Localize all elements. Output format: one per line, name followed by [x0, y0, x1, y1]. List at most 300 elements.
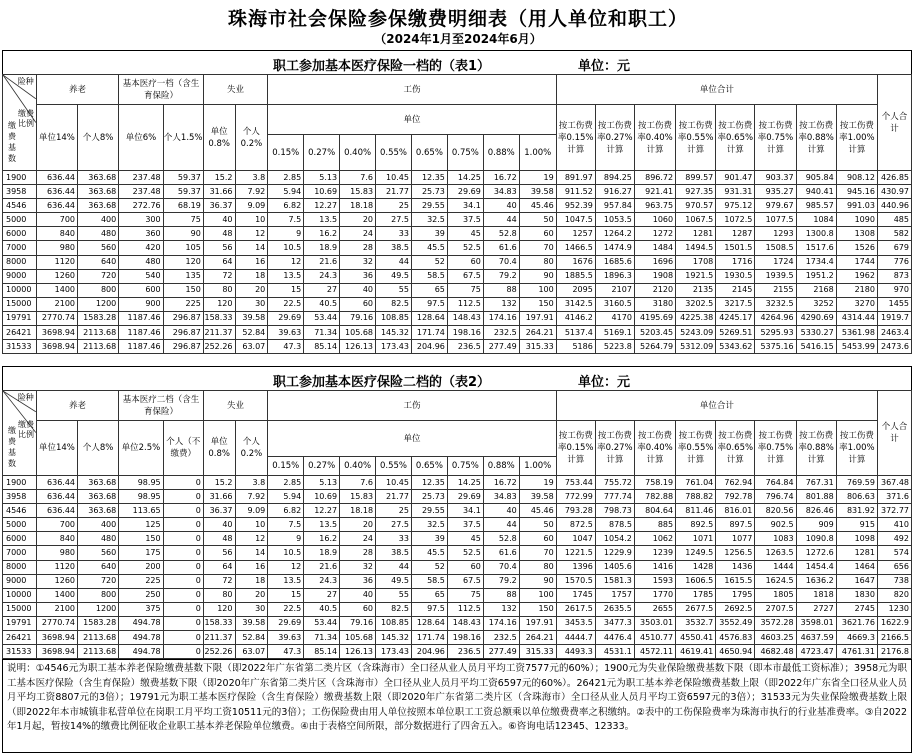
- base-cell: 15000: [3, 297, 37, 311]
- table-cell: 4603.25: [755, 631, 796, 645]
- table1-injury-unit-header: 单位: [268, 105, 556, 135]
- table-cell: 12.27: [304, 504, 340, 518]
- table-cell: 29.69: [447, 490, 483, 504]
- table-cell: 32: [340, 255, 376, 269]
- table-cell: 112.5: [447, 297, 483, 311]
- table-cell: 1885.5: [556, 269, 595, 283]
- table-cell: 980: [36, 241, 77, 255]
- table-cell: 13.5: [268, 574, 304, 588]
- table-cell: 18.9: [304, 546, 340, 560]
- table-cell: 1908: [634, 269, 675, 283]
- table-row: [3, 574, 912, 588]
- table-cell: 1187.46: [119, 311, 163, 325]
- table-cell: 22.5: [268, 602, 304, 616]
- table1: [2, 74, 912, 354]
- table-cell: 980: [36, 546, 77, 560]
- table-cell: 25: [376, 199, 412, 213]
- table-cell: 363.68: [78, 171, 119, 185]
- table-cell: 3698.94: [36, 631, 77, 645]
- table-cell: 70: [519, 546, 556, 560]
- table-cell: 3572.28: [755, 616, 796, 630]
- table-cell: 60: [447, 255, 483, 269]
- table-cell: 1239: [634, 546, 675, 560]
- table-cell: 899.57: [676, 171, 716, 185]
- table-cell: 1951.2: [796, 269, 836, 283]
- table2-total-col-7: 按工伤费率1.00%计算: [836, 421, 877, 476]
- table-cell: 18: [235, 574, 268, 588]
- table-cell: 1083: [755, 532, 796, 546]
- table-cell: 921.41: [634, 185, 675, 199]
- table-cell: 0: [163, 574, 203, 588]
- table2-pension-header: 养老: [36, 391, 118, 421]
- table-cell: 15.2: [203, 476, 235, 490]
- table-cell: 400: [78, 518, 119, 532]
- table-cell: 1067.5: [676, 213, 716, 227]
- table1-rate-5: 0.75%: [447, 135, 483, 171]
- table-cell: 1805: [755, 588, 796, 602]
- table-cell: 2770.74: [36, 311, 77, 325]
- table-cell: 97.5: [411, 602, 447, 616]
- table-cell: 700: [36, 213, 77, 227]
- table-cell: 55: [376, 588, 412, 602]
- table-cell: 970: [877, 283, 911, 297]
- table2-unemployment-personal-header: 个人0.2%: [235, 421, 268, 476]
- page-subtitle: （2024年1月至2024年6月）: [374, 32, 542, 46]
- table-cell: 40.5: [304, 602, 340, 616]
- table-cell: 48: [203, 227, 235, 241]
- table-cell: 363.68: [78, 199, 119, 213]
- table-cell: 420: [119, 241, 163, 255]
- table-cell: 1636.2: [796, 574, 836, 588]
- table-cell: 24: [340, 532, 376, 546]
- table-cell: 800: [78, 588, 119, 602]
- table-cell: 225: [119, 574, 163, 588]
- table-cell: 20: [340, 518, 376, 532]
- table-row: [3, 631, 912, 645]
- table-cell: 1785: [676, 588, 716, 602]
- table-cell: 135: [163, 269, 203, 283]
- table-cell: 1084: [796, 213, 836, 227]
- table-cell: 1120: [36, 560, 77, 574]
- table-cell: 5.13: [304, 476, 340, 490]
- table-cell: 762.94: [716, 476, 755, 490]
- table-cell: 80: [519, 560, 556, 574]
- table-cell: 769.59: [836, 476, 877, 490]
- table-cell: 39.63: [268, 631, 304, 645]
- table-cell: 148.43: [447, 311, 483, 325]
- table-cell: 560: [78, 546, 119, 560]
- table-cell: 494.78: [119, 631, 163, 645]
- table-cell: 600: [119, 283, 163, 297]
- table-cell: 1060: [634, 213, 675, 227]
- table-cell: 1257: [556, 227, 595, 241]
- table-cell: 211.37: [203, 326, 235, 340]
- table1-rate-2: 0.40%: [340, 135, 376, 171]
- table-cell: 79.16: [340, 311, 376, 325]
- table-cell: 1744: [836, 255, 877, 269]
- table-cell: 98.95: [119, 476, 163, 490]
- table-cell: 782.88: [634, 490, 675, 504]
- table-cell: 0: [163, 645, 203, 659]
- table-cell: 18.18: [340, 504, 376, 518]
- table-cell: 79.16: [340, 616, 376, 630]
- table-cell: 0: [163, 532, 203, 546]
- table-cell: 63.07: [235, 645, 268, 659]
- table-cell: 100: [519, 588, 556, 602]
- table-cell: 426.85: [877, 171, 911, 185]
- table-cell: 173.43: [376, 340, 412, 354]
- table-cell: 98.95: [119, 490, 163, 504]
- table1-pension-unit-header: 单位14%: [36, 105, 77, 171]
- table-cell: 12: [268, 255, 304, 269]
- table-cell: 71.34: [304, 326, 340, 340]
- table-cell: 197.91: [519, 311, 556, 325]
- table-cell: 1818: [796, 588, 836, 602]
- table-cell: 2617.5: [556, 602, 595, 616]
- table1-unit-total-header: 单位合计: [556, 75, 877, 105]
- table-cell: 375: [119, 602, 163, 616]
- table-cell: 112.5: [447, 602, 483, 616]
- table-cell: 2770.74: [36, 616, 77, 630]
- table-row: [3, 241, 912, 255]
- table-row: [3, 340, 912, 354]
- table-cell: 67.5: [447, 574, 483, 588]
- table-cell: 0: [163, 490, 203, 504]
- table-cell: 4264.96: [755, 311, 796, 325]
- table-cell: 61.6: [483, 241, 519, 255]
- table-cell: 4761.31: [836, 645, 877, 659]
- table-cell: 5137.4: [556, 326, 595, 340]
- table-cell: 3552.49: [716, 616, 755, 630]
- table-cell: 18.9: [304, 241, 340, 255]
- table-cell: 3160.5: [595, 297, 634, 311]
- base-cell: 3958: [3, 185, 37, 199]
- table-cell: 764.84: [755, 476, 796, 490]
- table-cell: 296.87: [163, 311, 203, 325]
- table2-total-col-2: 按工伤费率0.40%计算: [634, 421, 675, 476]
- table-cell: 4245.17: [716, 311, 755, 325]
- table-cell: 902.5: [755, 518, 796, 532]
- table-cell: 820.56: [755, 504, 796, 518]
- table-cell: 1757: [595, 588, 634, 602]
- corner-risk-label: 险种: [17, 393, 34, 402]
- table-cell: 80: [203, 283, 235, 297]
- table-cell: 1454.4: [796, 560, 836, 574]
- table-cell: 2635.5: [595, 602, 634, 616]
- table-cell: 59.37: [163, 171, 203, 185]
- table-cell: 0: [163, 631, 203, 645]
- table-cell: 3621.76: [836, 616, 877, 630]
- table-row: [3, 269, 912, 283]
- table-cell: 806.63: [836, 490, 877, 504]
- table-cell: 1570.5: [556, 574, 595, 588]
- table-cell: 10.45: [376, 476, 412, 490]
- table1-total-col-3: 按工伤费率0.55%计算: [676, 105, 716, 171]
- table-cell: 79.2: [483, 269, 519, 283]
- table-cell: 1047: [556, 532, 595, 546]
- table-cell: 1795: [716, 588, 755, 602]
- table-cell: 53.44: [304, 311, 340, 325]
- base-cell: 6000: [3, 227, 37, 241]
- page-title: 珠海市社会保险参保缴费明细表（用人单位和职工）: [227, 8, 688, 30]
- base-cell: 19791: [3, 311, 37, 325]
- table-cell: 840: [36, 532, 77, 546]
- table-cell: 30: [235, 602, 268, 616]
- table-cell: 1077: [716, 532, 755, 546]
- table-cell: 52.84: [235, 631, 268, 645]
- table-cell: 636.44: [36, 490, 77, 504]
- table-row: [3, 490, 912, 504]
- table-cell: 1428: [676, 560, 716, 574]
- table-cell: 65: [411, 283, 447, 297]
- table-cell: 811.46: [676, 504, 716, 518]
- table-cell: 296.87: [163, 340, 203, 354]
- table-cell: 90: [519, 574, 556, 588]
- table-cell: 494.78: [119, 616, 163, 630]
- table-cell: 5330.27: [796, 326, 836, 340]
- table-cell: 21.77: [376, 490, 412, 504]
- table-cell: 85.14: [304, 340, 340, 354]
- table-cell: 40: [483, 199, 519, 213]
- table-cell: 5186: [556, 340, 595, 354]
- table-cell: 1501.5: [716, 241, 755, 255]
- table-cell: 2113.68: [78, 645, 119, 659]
- table-cell: 14.25: [447, 171, 483, 185]
- table2-injury-header: 工伤: [268, 391, 556, 421]
- table-cell: 39: [411, 532, 447, 546]
- table2-rate-2: 0.40%: [340, 457, 376, 476]
- table-cell: 3532.7: [676, 616, 716, 630]
- table-cell: 2166.5: [877, 631, 911, 645]
- table-cell: 2100: [36, 602, 77, 616]
- table-cell: 4195.69: [634, 311, 675, 325]
- base-cell: 6000: [3, 532, 37, 546]
- base-cell: 5000: [3, 518, 37, 532]
- corner-base-label: 缴费基数: [8, 426, 16, 468]
- base-cell: 10000: [3, 588, 37, 602]
- table2-medical-header: 基本医疗二档（含生育保险）: [119, 391, 204, 421]
- table-cell: 175: [119, 546, 163, 560]
- table-cell: 1526: [836, 241, 877, 255]
- table-cell: 56: [203, 546, 235, 560]
- table-cell: 264.21: [519, 326, 556, 340]
- table-cell: 2473.6: [877, 340, 911, 354]
- table-cell: 88: [483, 588, 519, 602]
- table-cell: 840: [36, 227, 77, 241]
- table1-medical-unit-header: 单位6%: [119, 105, 163, 171]
- table-cell: 1896.3: [595, 269, 634, 283]
- table-cell: 1455: [877, 297, 911, 311]
- table-cell: 236.5: [447, 645, 483, 659]
- corner-ratio-label: 缴费比例: [17, 419, 34, 439]
- table-cell: 120: [163, 255, 203, 269]
- table-cell: 88: [483, 283, 519, 297]
- table-cell: 801.88: [796, 490, 836, 504]
- table-cell: 16.72: [483, 476, 519, 490]
- table-cell: 19: [519, 171, 556, 185]
- table-cell: 90: [519, 269, 556, 283]
- table-cell: 3477.3: [595, 616, 634, 630]
- corner-base-label: 缴费基数: [8, 121, 16, 163]
- table-cell: 16.2: [304, 227, 340, 241]
- table1-injury-header: 工伤: [268, 75, 556, 105]
- table-cell: 252.26: [203, 340, 235, 354]
- table2-rate-6: 0.88%: [483, 457, 519, 476]
- base-cell: 7000: [3, 241, 37, 255]
- table-cell: 60: [519, 532, 556, 546]
- table-cell: 24.3: [304, 574, 340, 588]
- table-cell: 2168: [796, 283, 836, 297]
- table1-total-col-0: 按工伤费率0.15%计算: [556, 105, 595, 171]
- table-cell: 574: [877, 546, 911, 560]
- table-cell: 44: [376, 255, 412, 269]
- base-cell: 19791: [3, 616, 37, 630]
- table-cell: 360: [119, 227, 163, 241]
- table-cell: 100: [519, 283, 556, 297]
- table-cell: 3180: [634, 297, 675, 311]
- table-cell: 150: [519, 297, 556, 311]
- table-cell: 753.44: [556, 476, 595, 490]
- table-cell: 975.12: [716, 199, 755, 213]
- table2-total-col-5: 按工伤费率0.75%计算: [755, 421, 796, 476]
- table-cell: 125: [119, 518, 163, 532]
- table-row: [3, 504, 912, 518]
- table-cell: 4225.38: [676, 311, 716, 325]
- table-cell: 1200: [78, 602, 119, 616]
- table-cell: 108.85: [376, 616, 412, 630]
- table-cell: 0: [163, 476, 203, 490]
- table-cell: 3202.5: [676, 297, 716, 311]
- table-cell: 64: [203, 560, 235, 574]
- table-cell: 985.57: [796, 199, 836, 213]
- table-cell: 61.6: [483, 546, 519, 560]
- table1-total-col-6: 按工伤费率0.88%计算: [796, 105, 836, 171]
- table-cell: 13.5: [268, 269, 304, 283]
- table-cell: 128.64: [411, 616, 447, 630]
- table-cell: 440.96: [877, 199, 911, 213]
- table-cell: 636.44: [36, 185, 77, 199]
- table-cell: 19: [519, 476, 556, 490]
- corner-risk-label: 险种: [17, 77, 34, 86]
- table1-body: [3, 171, 912, 354]
- table-cell: 2655: [634, 602, 675, 616]
- table-cell: 3453.5: [556, 616, 595, 630]
- table-cell: 67.5: [447, 269, 483, 283]
- table-cell: 1734.4: [796, 255, 836, 269]
- table-cell: 3698.94: [36, 340, 77, 354]
- notes: 说明：①4546元为职工基本养老保险缴费基数下限（即2022年广东省第二类片区（含珠海市）全口径从业人员月平均工资7577元的60%）；1900元为失业保险缴费基数下限（即本市最低工资标准）；3958元为职工基本医疗保险（含生育保险）缴费基数下限（即2020年广东省第二类片区（含珠海市）全口径从业人员月平均工资6597元的60%）。26421元为职工基本养老保险缴费基数上限（即2022年广东省全口径从业人员月平均工资8807元的3倍）；19791元为职工基本医疗保险（含生育保险）缴费基数上限（即2020年广东省第二类片区（含珠海市）全口径从业人员月平均工资6597元的3倍）；31533元为失业保险缴费基数上限（即2022年本市城镇非私营单位在岗职工月平均工资10511元的3倍）；工伤保险费由用人单位按照本单位职工工资总额乘以单位缴费费率之积缴纳。②表中的工伤保险费率为珠海市执行的行业基准费率。③自2022年1月起，暂按14%的缴费比例征收企业职工基本养老保险单位缴费。④由于表格空间所限，部分数据进行了四舍五入。⑥咨询电话12345、12333。: [2, 659, 912, 753]
- table-cell: 1517.6: [796, 241, 836, 255]
- table-cell: 79.2: [483, 574, 519, 588]
- table-cell: 916.27: [595, 185, 634, 199]
- table-cell: 2.85: [268, 476, 304, 490]
- table-cell: 3598.01: [796, 616, 836, 630]
- table-cell: 32.5: [411, 518, 447, 532]
- table-cell: 952.39: [556, 199, 595, 213]
- table-cell: 2135: [676, 283, 716, 297]
- table-cell: 905.84: [796, 171, 836, 185]
- table-cell: 636.44: [36, 504, 77, 518]
- table-row: [3, 311, 912, 325]
- table1-total-col-2: 按工伤费率0.40%计算: [634, 105, 675, 171]
- table-cell: 903.37: [755, 171, 796, 185]
- table-row: [3, 616, 912, 630]
- table-cell: 2095: [556, 283, 595, 297]
- table-cell: 16.72: [483, 171, 519, 185]
- table2-medical-personal-header: 个人（不缴费）: [163, 421, 203, 476]
- table-cell: 237.48: [119, 171, 163, 185]
- table-cell: 56: [203, 241, 235, 255]
- table-cell: 232.5: [483, 326, 519, 340]
- base-cell: 9000: [3, 269, 37, 283]
- table-cell: 47.3: [268, 340, 304, 354]
- table-cell: 1281: [676, 227, 716, 241]
- table-cell: 300: [119, 213, 163, 227]
- table-cell: 4723.47: [796, 645, 836, 659]
- table-cell: 1466.5: [556, 241, 595, 255]
- table1-total-col-5: 按工伤费率0.75%计算: [755, 105, 796, 171]
- table-cell: 1229.9: [595, 546, 634, 560]
- table-cell: 12.35: [411, 476, 447, 490]
- table-cell: 796.74: [755, 490, 796, 504]
- table-cell: 1187.46: [119, 326, 163, 340]
- table-cell: 991.03: [836, 199, 877, 213]
- table-cell: 5169.1: [595, 326, 634, 340]
- table-cell: 1071: [676, 532, 716, 546]
- table-cell: 52.8: [483, 227, 519, 241]
- table-cell: 1293: [755, 227, 796, 241]
- table-cell: 20: [235, 588, 268, 602]
- table-cell: 145.32: [376, 326, 412, 340]
- table2-medical-unit-header: 单位2.5%: [119, 421, 163, 476]
- table-cell: 1939.5: [755, 269, 796, 283]
- table-cell: 272.76: [119, 199, 163, 213]
- table-cell: 173.43: [376, 645, 412, 659]
- table-cell: 16: [235, 255, 268, 269]
- table-cell: 85.14: [304, 645, 340, 659]
- table-cell: 885: [634, 518, 675, 532]
- table-cell: 21.6: [304, 560, 340, 574]
- table-cell: 878.5: [595, 518, 634, 532]
- table-cell: 4576.83: [716, 631, 755, 645]
- table-cell: 32.5: [411, 213, 447, 227]
- table-cell: 400: [78, 213, 119, 227]
- table-cell: 45.46: [519, 504, 556, 518]
- table-cell: 1054.2: [595, 532, 634, 546]
- table-cell: 64: [203, 255, 235, 269]
- table2-caption: 职工参加基本医疗保险二档的（表2）: [273, 375, 491, 390]
- table-cell: 36: [340, 574, 376, 588]
- table-cell: 1090.8: [796, 532, 836, 546]
- table-cell: 50: [519, 213, 556, 227]
- base-cell: 7000: [3, 546, 37, 560]
- table-cell: 34.1: [447, 199, 483, 213]
- table-cell: 371.6: [877, 490, 911, 504]
- table-cell: 1484: [634, 241, 675, 255]
- table-cell: 68.19: [163, 199, 203, 213]
- base-cell: 26421: [3, 631, 37, 645]
- table-cell: 1464: [836, 560, 877, 574]
- table1-unemployment-personal-header: 个人0.2%: [235, 105, 268, 171]
- table-cell: 171.74: [411, 631, 447, 645]
- table-cell: 24: [340, 227, 376, 241]
- table-cell: 945.16: [836, 185, 877, 199]
- table-cell: 24.3: [304, 269, 340, 283]
- table-cell: 10.69: [304, 185, 340, 199]
- table-row: [3, 476, 912, 490]
- table-cell: 25.73: [411, 185, 447, 199]
- table-cell: 1396: [556, 560, 595, 574]
